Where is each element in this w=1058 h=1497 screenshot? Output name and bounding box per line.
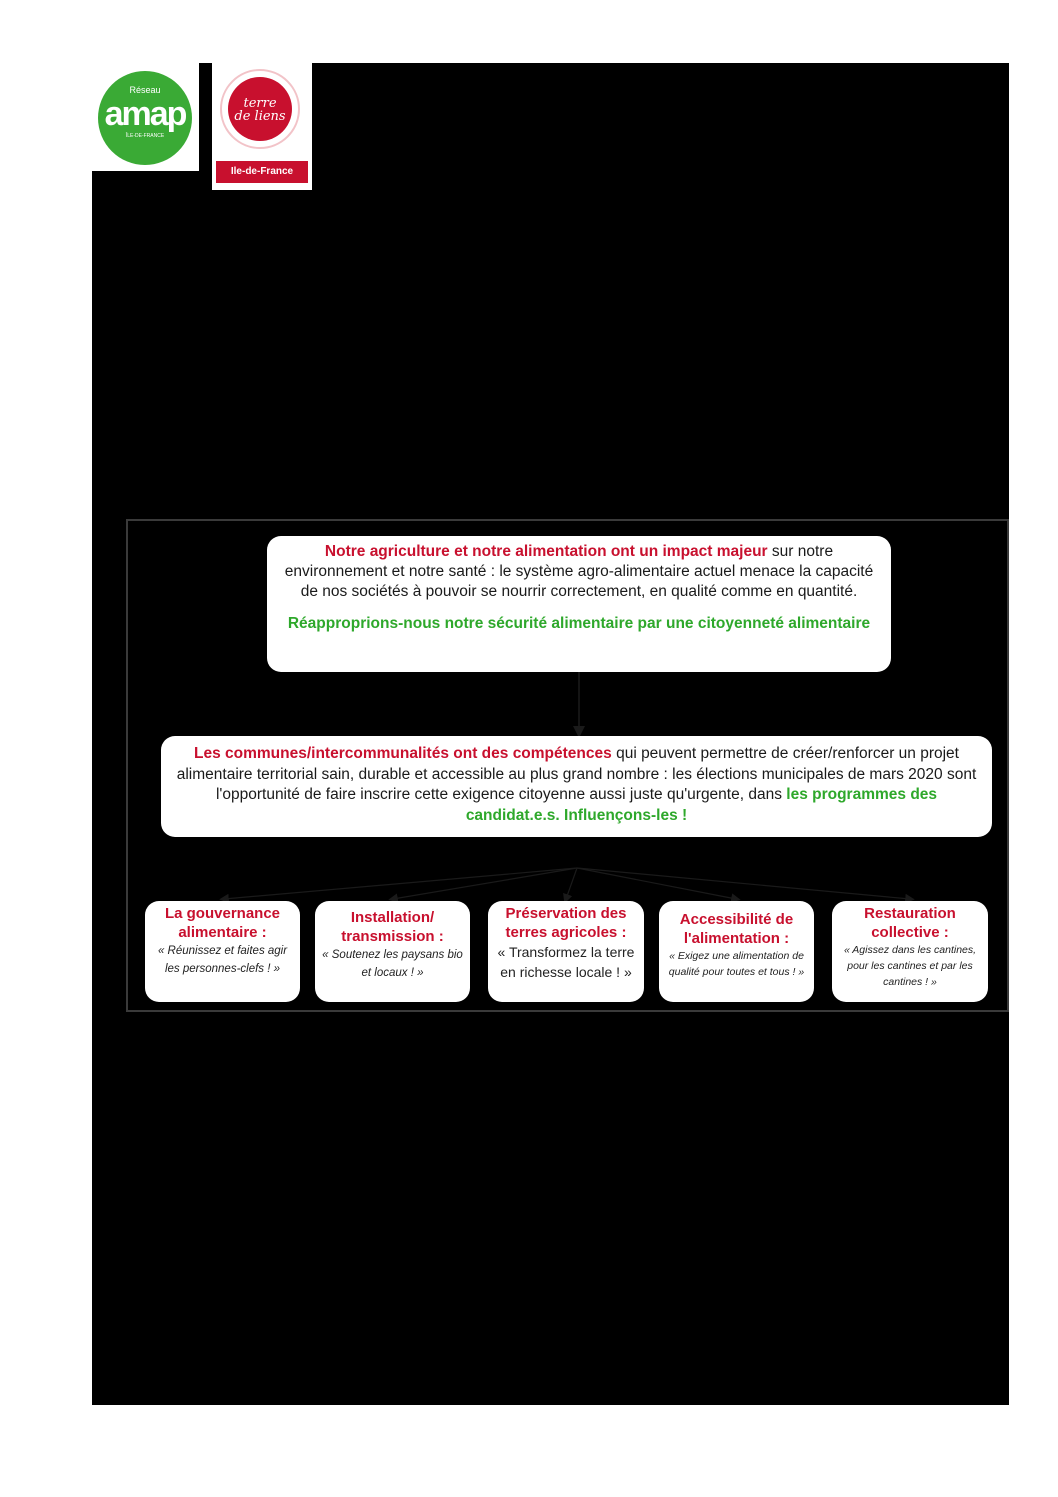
middle-box-text: qui peuvent permettre de créer/renforcer un projet alimentaire territorial sain, durable et accessible au plus grand nombre : les élections municipales de mars 2020 sont l'opportunité de faire inscrire cette exigence citoyenne aussi juste qu'urgente, dans: [176, 745, 977, 803]
amap-logo: [92, 63, 199, 171]
theme-quote: « Réunissez et faites agir les personnes-clefs ! »: [157, 945, 288, 975]
terre-de-liens-ring: [220, 69, 300, 149]
amap-logo-reseau: Réseau: [129, 85, 161, 95]
diagram-middle-box: [161, 736, 992, 837]
theme-title: Accessibilité de l'alimentation :: [679, 911, 794, 947]
theme-box-restauration: [832, 901, 988, 1002]
terre-de-liens-circle: [228, 77, 292, 141]
terre-de-liens-band: Ile-de-France: [216, 161, 308, 183]
terre-de-liens-word-1: terre: [243, 96, 277, 111]
theme-quote: « Soutenez les paysans bio et locaux ! »: [322, 949, 463, 979]
theme-title: La gouvernance alimentaire :: [164, 905, 281, 941]
top-box-call: Réapproprions-nous notre sécurité alimentaire par une citoyenneté alimentaire: [287, 615, 871, 632]
theme-quote: « Transformez la terre en richesse locale ! »: [497, 944, 635, 980]
amap-logo-word: amap: [104, 95, 186, 133]
middle-box-highlight: Les communes/intercommunalités ont des compétences: [194, 745, 612, 762]
middle-box-call: les programmes des candidat.e.s. Influençons-les !: [465, 786, 938, 824]
amap-logo-circle: [98, 71, 192, 165]
theme-title: Préservation des terres agricoles :: [505, 905, 627, 941]
terre-de-liens-logo: [212, 63, 312, 190]
theme-quote: « Exigez une alimentation de qualité pour toutes et tous ! »: [668, 950, 805, 978]
theme-box-gouvernance: [145, 901, 300, 1002]
theme-box-preservation: [488, 901, 644, 1002]
theme-box-installation: [315, 901, 470, 1002]
theme-title: Installation/ transmission :: [341, 909, 444, 945]
theme-title: Restauration collective :: [864, 905, 956, 941]
amap-logo-region: ÎLE-DE-FRANCE: [125, 133, 165, 139]
top-box-highlight: Notre agriculture et notre alimentation ont un impact majeur: [324, 543, 768, 560]
theme-box-accessibilite: [659, 901, 814, 1002]
diagram-top-box: [267, 536, 891, 672]
top-box-text: sur notre environnement et notre santé : le système agro-alimentaire actuel menace la capacité de nos sociétés à pouvoir se nourrir correctement, en qualité comme en quantité.: [284, 543, 874, 600]
theme-quote: « Agissez dans les cantines, pour les cantines et par les cantines ! »: [843, 944, 977, 988]
terre-de-liens-word-2: de liens: [234, 109, 286, 124]
